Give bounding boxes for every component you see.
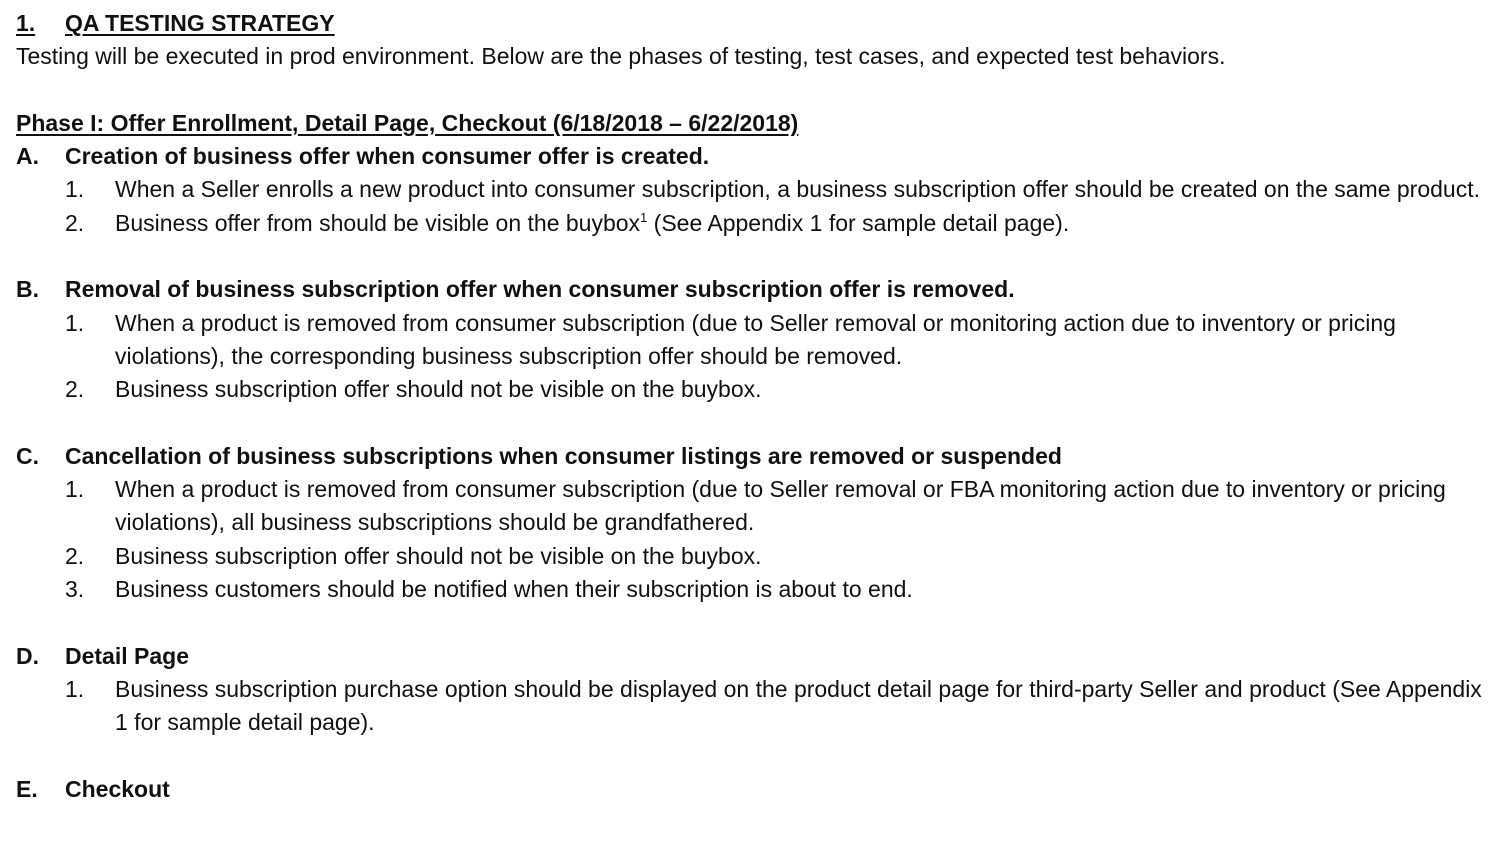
list-item [16, 540, 1484, 573]
spacer [16, 606, 1484, 639]
section-number: 1. [16, 10, 36, 36]
subsection-letter: A. [16, 143, 39, 170]
subsection-title: Cancellation of business subscriptions when consumer listings are removed or suspended [65, 442, 1062, 469]
list-item [16, 373, 1484, 406]
list-item-text: When a product is removed from consumer subscription (due to Seller removal or monitoring action due to inventory or pricing violations), the corresponding business subscription offer should be removed. [115, 309, 1396, 369]
subsection-title: Detail Page [65, 642, 189, 669]
spacer [16, 407, 1484, 440]
subsection-heading-b [16, 273, 1484, 306]
list-item-text-part: Business offer from should be visible on the buybox [115, 209, 641, 236]
subsection-letter: C. [16, 442, 39, 469]
list-item-text: Business subscription offer should not be visible on the buybox. [115, 376, 762, 403]
list-item [16, 473, 1484, 540]
subsection-letter: D. [16, 642, 39, 669]
intro-paragraph: Testing will be executed in prod environment. Below are the phases of testing, test cases, and expected test behaviors. [16, 43, 1226, 70]
subsection-letter: E. [16, 775, 38, 802]
spacer [16, 74, 1484, 107]
spacer [16, 740, 1484, 773]
subsection-title: Creation of business offer when consumer offer is created. [65, 143, 710, 170]
subsection-heading-c [16, 440, 1484, 473]
list-item-number: 1. [65, 309, 85, 336]
list-item-number: 1. [65, 675, 85, 702]
list-item-number: 1. [65, 476, 85, 503]
list-item [16, 673, 1484, 740]
list-item-text: Business subscription offer should not be visible on the buybox. [115, 542, 762, 569]
list-item-text-part: (See Appendix 1 for sample detail page). [647, 209, 1070, 236]
subsection-heading-d [16, 640, 1484, 673]
subsection-heading-a [16, 140, 1484, 173]
subsection-title: Checkout [65, 775, 170, 802]
list-item-number: 2. [65, 542, 85, 569]
list-item [16, 307, 1484, 374]
list-item [16, 207, 1484, 240]
subsection-heading-e [16, 773, 1484, 806]
list-item-text: Business subscription purchase option should be displayed on the product detail page for third-party Seller and product (See Appendix 1 for sample detail page). [115, 675, 1482, 736]
list-item-text: When a Seller enrolls a new product into consumer subscription, a business subscription offer should be created on the same product. [115, 176, 1480, 203]
list-item [16, 173, 1484, 206]
list-item-number: 2. [65, 376, 85, 403]
list-item-text [115, 207, 1484, 240]
subsection-letter: B. [16, 276, 39, 303]
section-title: QA TESTING STRATEGY [65, 10, 335, 36]
subsection-title: Removal of business subscription offer when consumer subscription offer is removed. [65, 276, 1015, 303]
list-item-number: 3. [65, 576, 85, 603]
section-heading [16, 7, 1484, 40]
footnote-reference: 1 [640, 209, 648, 225]
list-item [16, 573, 1484, 606]
spacer [16, 240, 1484, 273]
list-item-number: 2. [65, 209, 85, 236]
list-item-text: Business customers should be notified when their subscription is about to end. [115, 576, 913, 603]
list-item-number: 1. [65, 176, 85, 203]
list-item-text: When a product is removed from consumer subscription (due to Seller removal or FBA monitoring action due to inventory or pricing violations), all business subscriptions should be grandfathered. [115, 476, 1446, 536]
phase-title: Phase I: Offer Enrollment, Detail Page, Checkout (6/18/2018 – 6/22/2018) [16, 109, 799, 136]
